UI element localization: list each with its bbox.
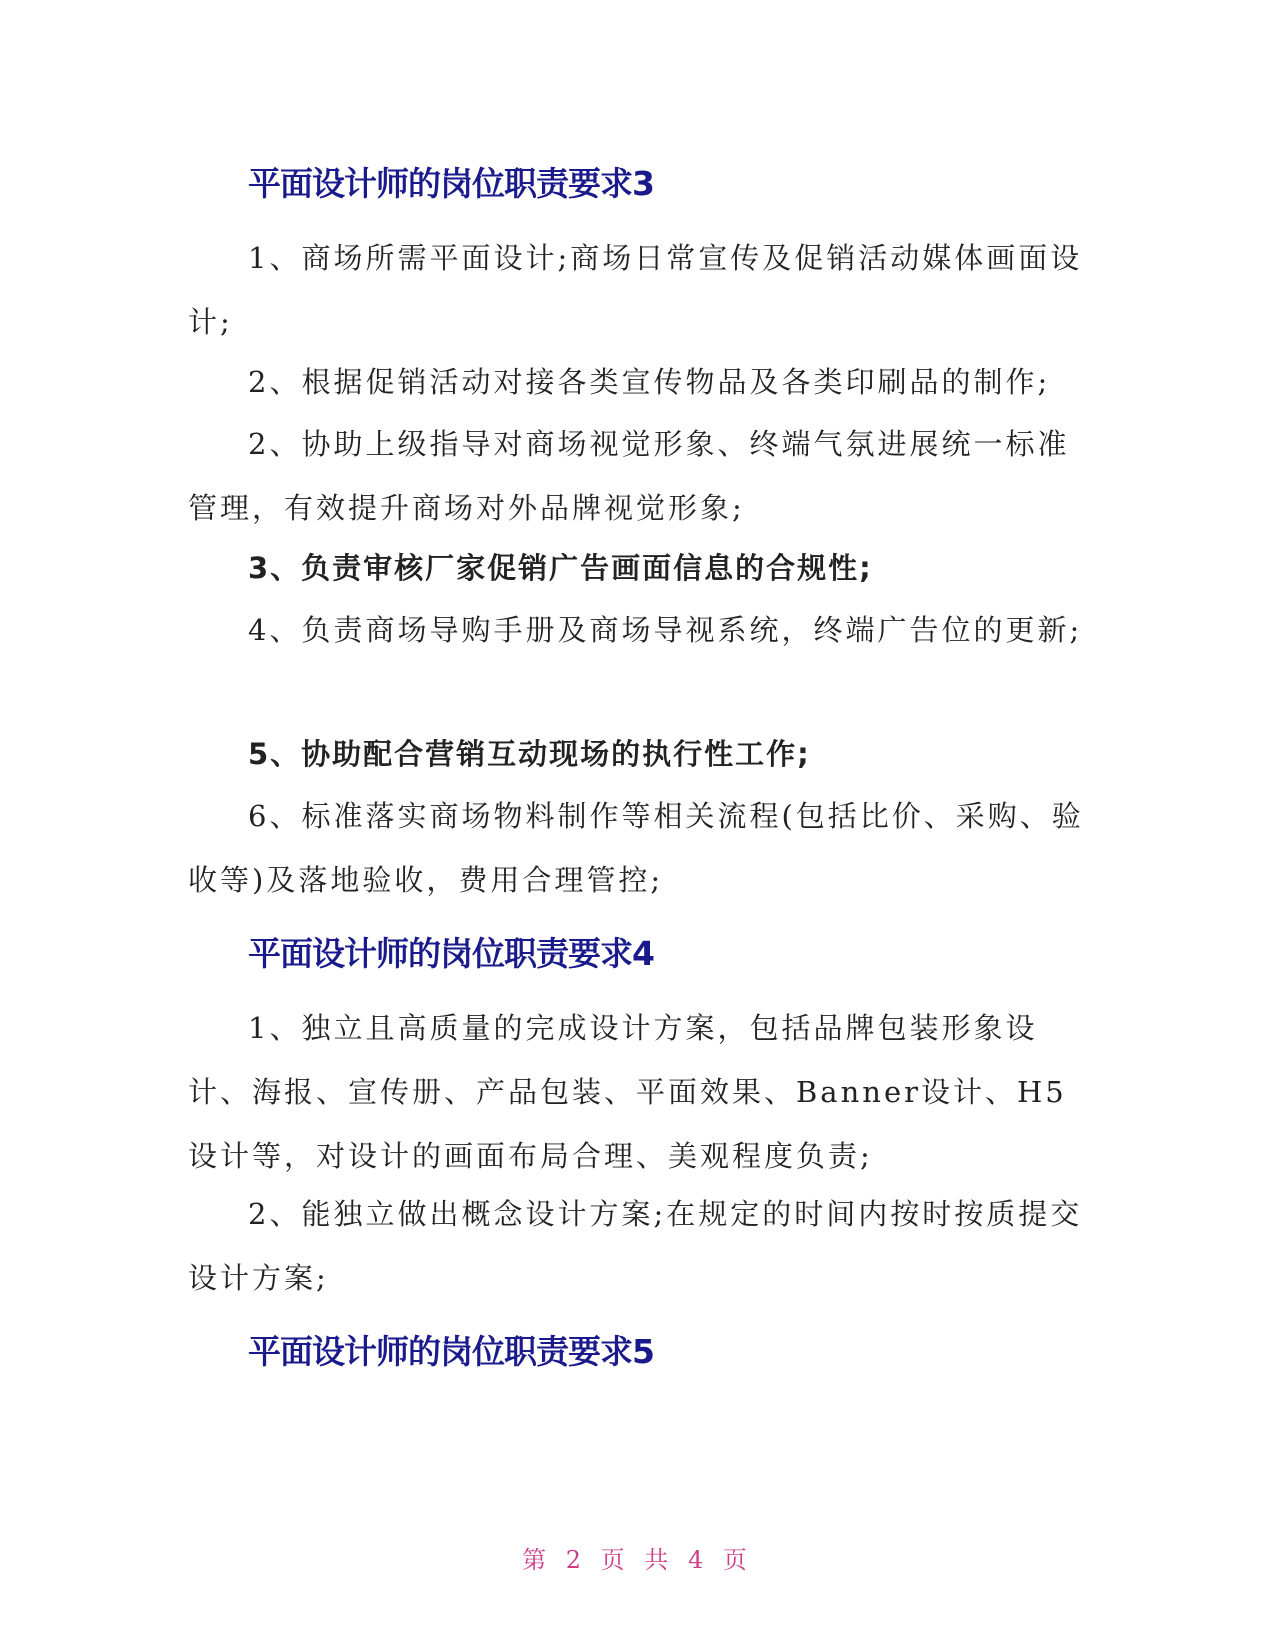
- section-heading-4: 平面设计师的岗位职责要求4: [248, 934, 654, 973]
- paragraph: 1、独立且高质量的完成设计方案，包括品牌包装形象设计、海报、宣传册、产品包装、平面效果、Banner设计、H5设计等，对设计的画面布局合理、美观程度负责;: [188, 1011, 1067, 1173]
- section-heading-3: 平面设计师的岗位职责要求3: [248, 164, 654, 203]
- paragraph: 4、负责商场导购手册及商场导视系统，终端广告位的更新;: [248, 613, 1083, 647]
- paragraph: 2、协助上级指导对商场视觉形象、终端气氛进展统一标准管理，有效提升商场对外品牌视觉形象;: [188, 427, 1070, 525]
- page-footer: 第 2 页 共 4 页: [522, 1546, 753, 1574]
- paragraph: 6、标准落实商场物料制作等相关流程(包括比价、采购、验收等)及落地验收，费用合理管控;: [188, 799, 1084, 897]
- paragraph: 2、能独立做出概念设计方案;在规定的时间内按时按质提交设计方案;: [188, 1197, 1083, 1295]
- section-heading-5: 平面设计师的岗位职责要求5: [248, 1332, 654, 1371]
- paragraph-bold: 3、负责审核厂家促销广告画面信息的合规性;: [248, 551, 873, 585]
- paragraph: 2、根据促销活动对接各类宣传物品及各类印刷品的制作;: [248, 365, 1051, 399]
- paragraph-bold: 5、协助配合营销互动现场的执行性工作;: [248, 737, 811, 771]
- paragraph: 1、商场所需平面设计;商场日常宣传及促销活动媒体画面设计;: [188, 241, 1083, 339]
